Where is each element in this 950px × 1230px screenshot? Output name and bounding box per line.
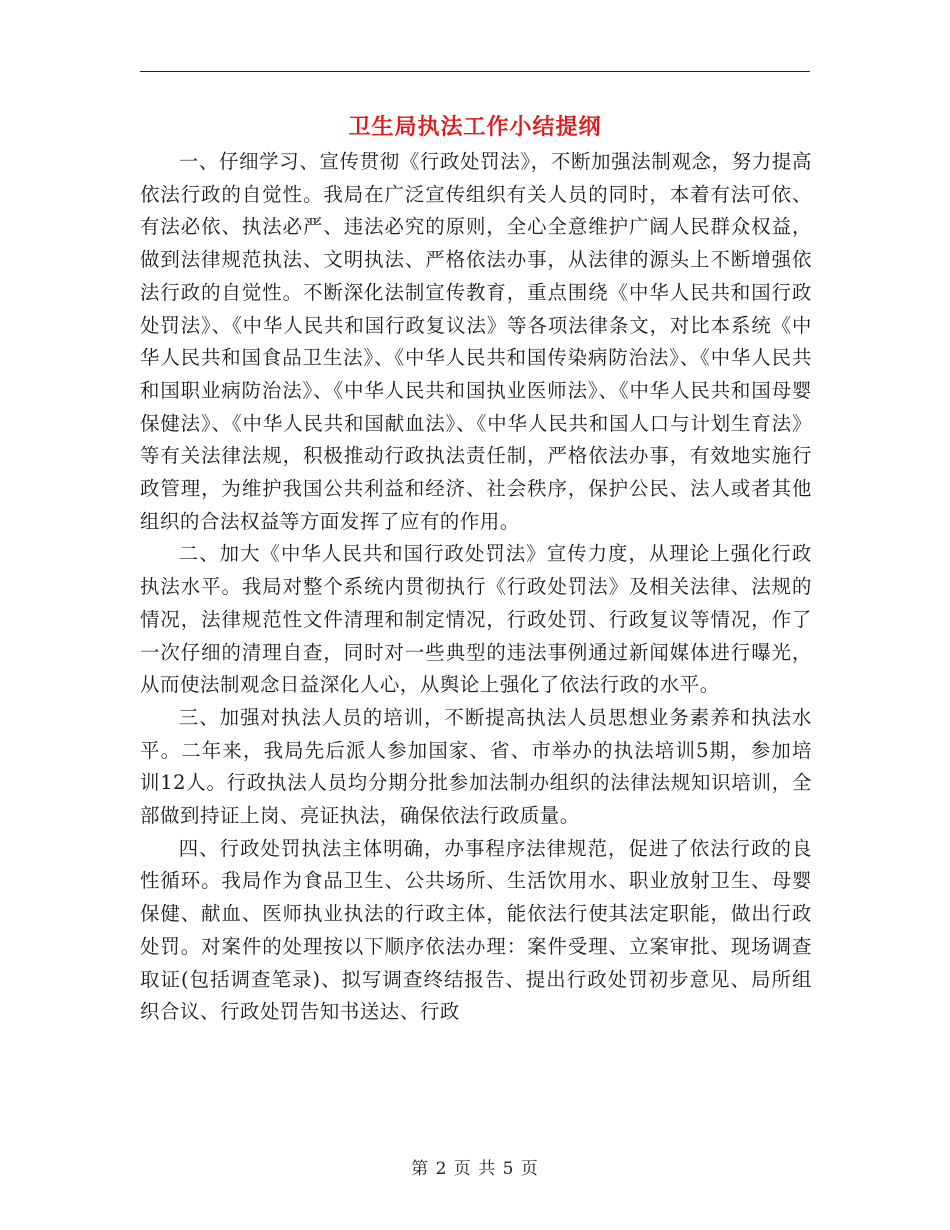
document-body [140,146,812,1029]
document-title: 卫生局执法工作小结提纲 [348,114,602,140]
header-rule [140,71,810,72]
page-number: 第 2 页 共 5 页 [411,1159,539,1179]
paragraph-2: 二、加大《中华人民共和国行政处罚法》宣传力度，从理论上强化行政执法水平。我局对整个系统内贯彻执行《行政处罚法》及相关法律、法规的情况，法律规范性文件清理和制定情况，行政处罚、行政复议等情况，作了一次仔细的清理自查，同时对一些典型的违法事例通过新闻媒体进行曝光，从而使法制观念日益深化人心，从舆论上强化了依法行政的水平。 [140,542,812,697]
paragraph-3: 三、加强对执法人员的培训，不断提高执法人员思想业务素养和执法水平。二年来，我局先后派人参加国家、省、市举办的执法培训5期，参加培训12人。行政执法人员均分期分批参加法制办组织的法律法规知识培训，全部做到持证上岗、亮证执法，确保依法行政质量。 [140,705,812,828]
paragraph-1: 一、仔细学习、宣传贯彻《行政处罚法》，不断加强法制观念，努力提高依法行政的自觉性。我局在广泛宣传组织有关人员的同时，本着有法可依、有法必依、执法必严、违法必究的原则，全心全意维护广阔人民群众权益，做到法律规范执法、文明执法、严格依法办事，从法律的源头上不断增强依法行政的自觉性。不断深化法制宣传教育，重点围绕《中华人民共和国行政处罚法》、《中华人民共和国行政复议法》等各项法律条文，对比本系统《中华人民共和国食品卫生法》、《中华人民共和国传染病防治法》、《中华人民共和国职业病防治法》、《中华人民共和国执业医师法》、《中华人民共和国母婴保健法》、《中华人民共和国献血法》、《中华人民共和国人口与计划生育法》等有关法律法规，积极推动行政执法责任制，严格依法办事，有效地实施行政管理，为维护我国公共利益和经济、社会秩序，保护公民、法人或者其他组织的合法权益等方面发挥了应有的作用。 [140,150,812,533]
paragraph-4: 四、行政处罚执法主体明确，办事程序法律规范，促进了依法行政的良性循环。我局作为食品卫生、公共场所、生活饮用水、职业放射卫生、母婴保健、献血、医师执业执法的行政主体，能依法行使其法定职能，做出行政处罚。对案件的处理按以下顺序依法办理：案件受理、立案审批、现场调查取证(包括调查笔录)、拟写调查终结报告、提出行政处罚初步意见、局所组织合议、行政处罚告知书送达、行政 [140,836,812,1024]
